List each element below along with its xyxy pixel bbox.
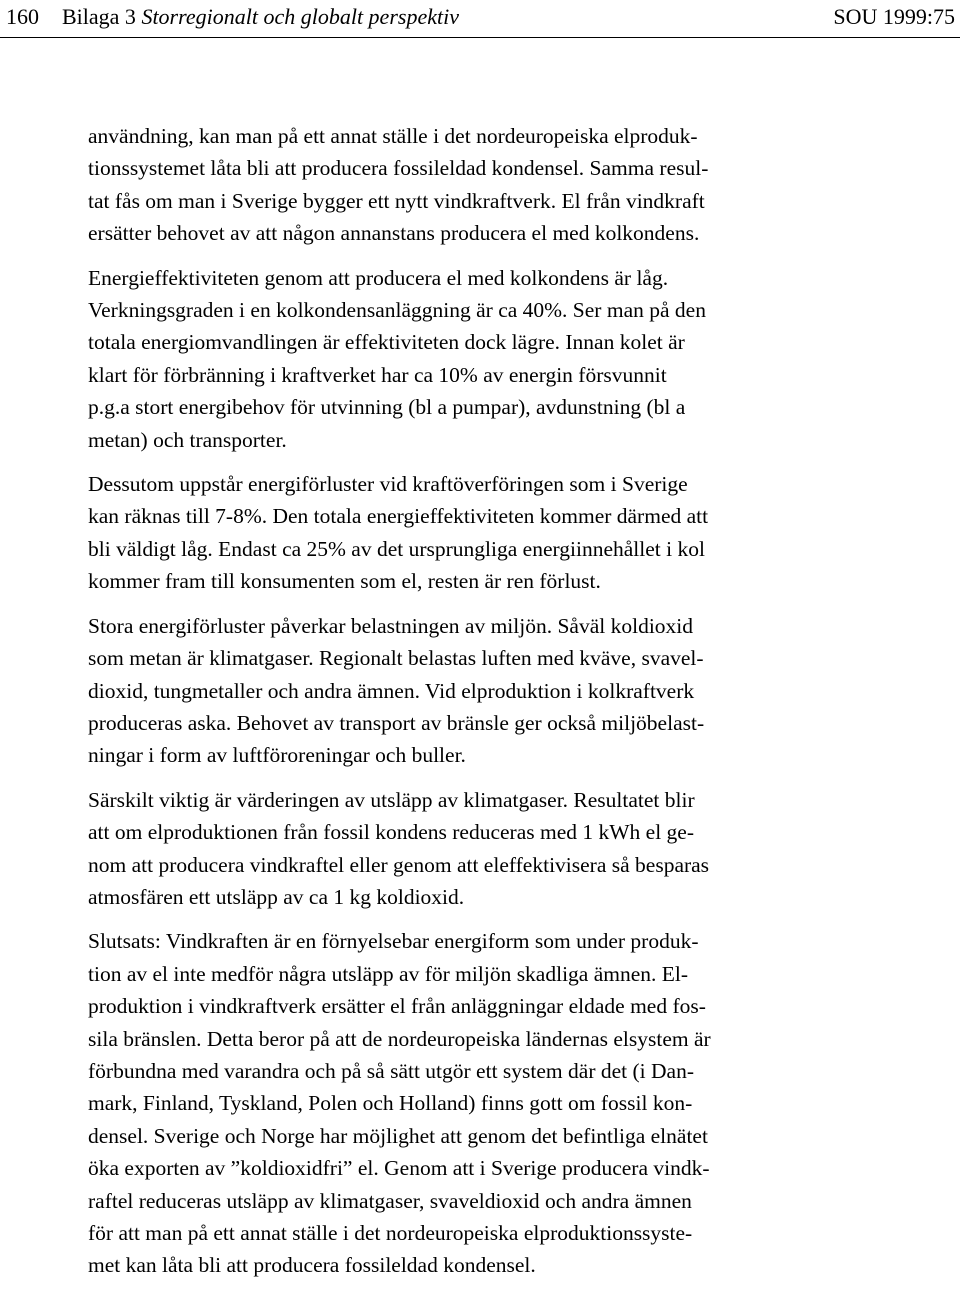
text-line: produceras aska. Behovet av transport av bränsle ger också miljöbelast-	[88, 710, 705, 735]
text-line: densel. Sverige och Norge har möjlighet att genom det befintliga elnätet	[88, 1123, 708, 1148]
body-text	[88, 120, 888, 1294]
text-line: bli väldigt låg. Endast ca 25% av det ursprungliga energiinnehållet i kol	[88, 536, 705, 561]
text-line: användning, kan man på ett annat ställe i det nordeuropeiska elproduk-	[88, 124, 698, 148]
text-line: förbundna med varandra och på så sätt utgör ett system där det (i Dan-	[88, 1058, 694, 1083]
running-title	[62, 4, 459, 30]
text-line: Energieffektiviteten genom att producera el med kolkondens är låg.	[88, 265, 669, 290]
text-line: ningar i form av luftföroreningar och buller.	[88, 743, 466, 768]
text-line: dioxid, tungmetaller och andra ämnen. Vid elproduktion i kolkraftverk	[88, 678, 695, 703]
text-line: raftel reduceras utsläpp av klimatgaser, svaveldioxid och andra ämnen	[88, 1188, 692, 1213]
appendix-label: Bilaga 3	[62, 4, 136, 29]
section-title: Storregionalt och globalt perspektiv	[141, 4, 459, 29]
text-line: för att man på ett annat ställe i det nordeuropeiska elproduktionssyste-	[88, 1221, 693, 1245]
text-line: totala energiomvandlingen är effektiviteten dock lägre. Innan kolet är	[88, 330, 685, 355]
paragraph	[88, 468, 888, 598]
paragraph	[88, 262, 888, 456]
text-line: Stora energiförluster påverkar belastningen av miljön. Såväl koldioxid	[88, 613, 694, 638]
page-number: 160	[6, 4, 39, 29]
text-line: öka exporten av ”koldioxidfri” el. Genom att i Sverige producera vindk-	[88, 1156, 710, 1181]
text-line: tat fås om man i Sverige bygger ett nytt vindkraftverk. El från vindkraft	[88, 188, 705, 213]
text-line: som metan är klimatgaser. Regionalt belastas luften med kväve, svavel-	[88, 646, 704, 671]
text-line: produktion i vindkraftverk ersätter el från anläggningar eldade med fos-	[88, 994, 706, 1019]
text-line: p.g.a stort energibehov för utvinning (bl a pumpar), avdunstning (bl a	[88, 395, 686, 420]
text-line: tionssystemet låta bli att producera fossileldad kondensel. Samma resul-	[88, 156, 709, 181]
text-line: Verkningsgraden i en kolkondensanläggning är ca 40%. Ser man på den	[88, 298, 706, 323]
text-line: ersätter behovet av att någon annanstans producera el med kolkondens.	[88, 221, 700, 246]
text-line: att om elproduktionen från fossil kondens reduceras med 1 kWh el ge-	[88, 820, 694, 845]
text-line: metan) och transporter.	[88, 427, 287, 452]
header-rule	[0, 37, 960, 38]
text-line: Särskilt viktig är värderingen av utsläpp av klimatgaser. Resultatet blir	[88, 787, 695, 812]
text-line: met kan låta bli att producera fossileldad kondensel.	[88, 1253, 536, 1278]
text-line: Slutsats: Vindkraften är en förnyelsebar energiform som under produk-	[88, 929, 699, 954]
paragraph	[88, 610, 888, 772]
text-line: sila bränslen. Detta beror på att de nordeuropeiska ländernas elsystem är	[88, 1026, 711, 1051]
text-line: kommer fram till konsumenten som el, resten är ren förlust.	[88, 569, 601, 594]
text-line: klart för förbränning i kraftverket har ca 10% av energin försvunnit	[88, 362, 667, 387]
document-reference: SOU 1999:75	[833, 4, 955, 29]
paragraph	[88, 120, 888, 250]
text-line: Dessutom uppstår energiförluster vid kraftöverföringen som i Sverige	[88, 472, 688, 497]
paragraph	[88, 784, 888, 914]
page-header	[6, 4, 957, 34]
text-line: atmosfären ett utsläpp av ca 1 kg koldioxid.	[88, 884, 465, 909]
paragraph	[88, 925, 888, 1281]
text-line: tion av el inte medför några utsläpp av för miljön skadliga ämnen. El-	[88, 961, 689, 986]
text-line: nom att producera vindkraftel eller genom att eleffektivisera så besparas	[88, 852, 710, 877]
text-line: mark, Finland, Tyskland, Polen och Holland) finns gott om fossil kon-	[88, 1091, 693, 1116]
text-line: kan räknas till 7-8%. Den totala energieffektiviteten kommer därmed att	[88, 504, 709, 529]
